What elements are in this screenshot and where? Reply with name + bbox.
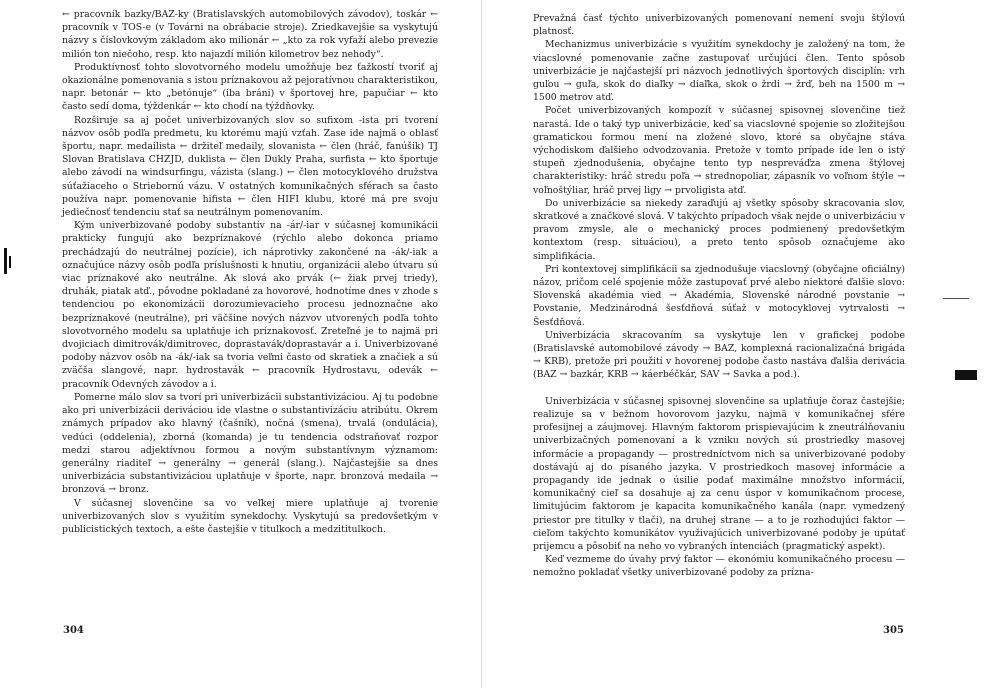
scan-artifact-right-2 — [943, 298, 969, 299]
paragraph: Prevažná časť týchto univerbizovaných pomenovaní nemení svoju štýlovú platnosť. — [533, 13, 905, 38]
paragraph: Rozširuje sa aj počet univerbizovaných slov so sufixom -ista pri tvorení názvov osôb podľa predmetu, ku ktorému majú vzťah. Zase ide najmä o oblasť športu, napr. medailista ← držiteľ medaily, slovanista ← člen (hráč, fanúšik) TJ Slovan Bratislava CHZJD, duklista ← člen Dukly Praha, surfista ← kto športuje alebo závodí na windsurfingu, vázista (slang.) ← člen motocyklového družstva súťažiaceho o Striebornú vázu. V ostatných komunikačných sférach sa často používa napr. pomenovanie hifista ← člen HIFI klubu, ktoré má pre svoju jediečnosť tendenciu stať sa neutrálnym pomenovaním. — [62, 114, 438, 219]
right-page — [485, 0, 1000, 688]
paragraph: Keď vezmeme do úvahy prvý faktor — ekonómiu komunikačného procesu — nemožno pokladať všetky univerbizované podoby za prízna- — [533, 554, 905, 579]
paragraph: V súčasnej slovenčine sa vo veľkej miere uplatňuje aj tvorenie univerbizovaných slov s využitím synekdochy. Vyskytujú sa predovšetkým v publicistických textoch, a ešte častejšie v titulkoch a medzititulkoch. — [62, 497, 438, 535]
paragraph: Kým univerbizované podoby substantív na -ár/-iar v súčasnej komunikácii prakticky fungujú ako bezpríznakové (rýchlo alebo dokonca priamo prechádzajú do neutrálnej pozície), ich náprotivky zakončené na -ák/-iak a označujúce názvy osôb podľa príslušnosti k hnutiu, organizácii alebo útvaru sú viac príznakové ako neutrálne. Ak slová ako prvák (← žiak prvej triedy), druhák, piatak atď., pôvodne pokladané za hovorové, hodnotíme dnes v zhode s tendenciou po ekonomizácii dorozumievacieho procesu jednoznačne ako bezpríznakové (neutrálne), pri väčšine nových názvov utvorených podľa tohto slovotvorného modelu sa uplatňuje ich príznakovosť. Zreteľné je to najmä pri dvojiciach dimitrovák/dimitrovec, doprastavák/doprastavár a i. Univerbizované podoby názvov osôb na -ák/-iak sa tvoria veľmi často od skratiek a značiek a sú zväčša slangové, napr. hydrostavák ← pracovník Hydrostavu, odevák ← pracovník Odevných závodov a i. — [62, 220, 438, 390]
right-text-column — [533, 12, 905, 580]
left-text-column — [62, 8, 438, 536]
paragraph: Univerbizácia skracovaním sa vyskytuje len v grafickej podobe (Bratislavské automobilové závody → BAZ, komplexná racionalizačná brigáda → KRB), pretože pri použití v hovorenej podobe často nastáva ďalšia derivácia (BAZ → bazkár, KRB → káerbéčkár, SAV → Savka a pod.). — [533, 329, 905, 381]
paragraph: Pri kontextovej simplifikácii sa zjednodušuje viacslovný (obyčajne oficiálny) názov, pričom celé spojenie môže zastupovať prvé alebo niektoré ďalšie slovo: Slovenská akadémia vied → Akadémia, Slovenské národné povstanie → Povstanie, Medzinárodná šesťdňová súťaž v motocyklovej vytrvalosti → Šesťdňová. — [533, 263, 905, 328]
paragraph: Počet univerbizovaných kompozít v súčasnej spisovnej slovenčine tiež narastá. Ide o taký typ univerbizácie, keď sa viacslovné spojenie so zložitejšou gramatickou formou mení na zložené slovo, ktoré sa obyčajne stáva východiskom ďalšieho odvodzovania. Pretože v tomto prípade ide len o istý stupeň zjednodušenia, obyčajne tento typ nespreváďza zmena štýlovej charakteristiky: hráč stredu poľa → strednopoliar, zápasník vo voľnom štýle → voľnoštýliar, hráč prvej ligy → prvoligista atď. — [533, 105, 905, 196]
scan-artifact-right — [955, 370, 977, 380]
scan-artifact-left — [4, 248, 7, 274]
left-page — [0, 0, 485, 688]
paragraph: Univerbizácia v súčasnej spisovnej slovenčine sa uplatňuje čoraz častejšie; realizuje sa v bežnom hovorovom jazyku, najmä v komunikačnej sfére profesijnej a záujmovej. Hlavným faktorom prispievajúcim k zneutrálňovaniu univerbizačných pomenovaní a k vzniku nových sú prostriedky masovej informácie a propagandy — prostredníctvom nich sa univerbizované podoby dostávajú aj do písaného jazyka. V prostriedkoch masovej informácie a propagandy ide jednak o úsilie podať maximálne množstvo informácií, komunikačný cieľ sa dosahuje aj za cenu úspor v komunikačnom procese, limitujúcim faktorom je kapacita komunikačného kanála (napr. vymedzený priestor pre titulky v tlači), na druhej strane — a to je rozhodujúci faktor — cieľom takýchto komunikátov využivajúcich univerbizované podoby je upútať prijemcu a pôsobiť na neho vo vybraných intenciách (pragmatický aspekt). — [533, 395, 905, 552]
page-number-left: 304 — [63, 625, 84, 636]
page-number-right: 305 — [883, 625, 904, 636]
paragraph: Mechanizmus univerbizácie s využitím synekdochy je založený na tom, že viacslovné pomenovanie začne zastupovať určujúci člen. Tento spôsob univerbizácie je najčastejší pri názvoch jednotlivých športových disciplín: vrh guľou → guľa, skok do diaľky → diaľka, skok o žrdi → žrď, beh na 1500 m → 1500 metrov atď. — [533, 39, 905, 104]
paragraph: Do univerbizácie sa niekedy zaraďujú aj všetky spôsoby skracovania slov, skratkové a značkové slová. V takýchto prípadoch však nejde o univerbizáciu v pravom zmysle, ale o mechanický proces podmienený predovšetkým kontextom (resp. situáciou), a preto tento spôsob označujeme ako simplifikácia. — [533, 197, 905, 262]
scan-artifact-left-2 — [9, 256, 11, 268]
page-gutter — [481, 0, 482, 688]
paragraph: ← pracovník bazky/BAZ-ky (Bratislavských automobilových závodov), toskár ← pracovník v TOS-e (v Továrni na obrábacie stroje). Zriedkavejšie sa vyskytujú názvy s číslovkovým základom ako milionár ← „kto za rok vyfaží alebo prevezie milión ton niečoho, resp. kto najazdí milión kilometrov bez nehody“. — [62, 9, 438, 60]
paragraph: Pomerne málo slov sa tvorí pri univerbizácii substantivizáciou. Aj tu podobne ako pri univerbizácii deriváciou ide vlastne o substantivizáciu atribútu. Okrem známych prípadov ako hlavný (čašník), nočná (smena), trvalá (ondulácia), vedúci (oddelenia), zborná (komanda) je tu tendencia odstraňovať rozpor medzi starou adjektívnou formou a novým substantívnym významom: generálny riaditeľ → generálny → generál (slang.). Najčastejšie sa dnes univerbizácia substantivizáciou uplatňuje v športe, napr. bronzová medaila → bronzová → bronz. — [62, 391, 438, 496]
paragraph: Produktívnosť tohto slovotvorného modelu umožňuje bez ťažkostí tvoriť aj okazionálne pomenovania s istou príznakovou až pejoratívnou charakteristikou, napr. betonár ← kto „betónuje“ (iba bráni) v športovej hre, papučiar ← kto často sedí doma, týždenkár ← kto chodí na týždňovky. — [62, 61, 438, 113]
